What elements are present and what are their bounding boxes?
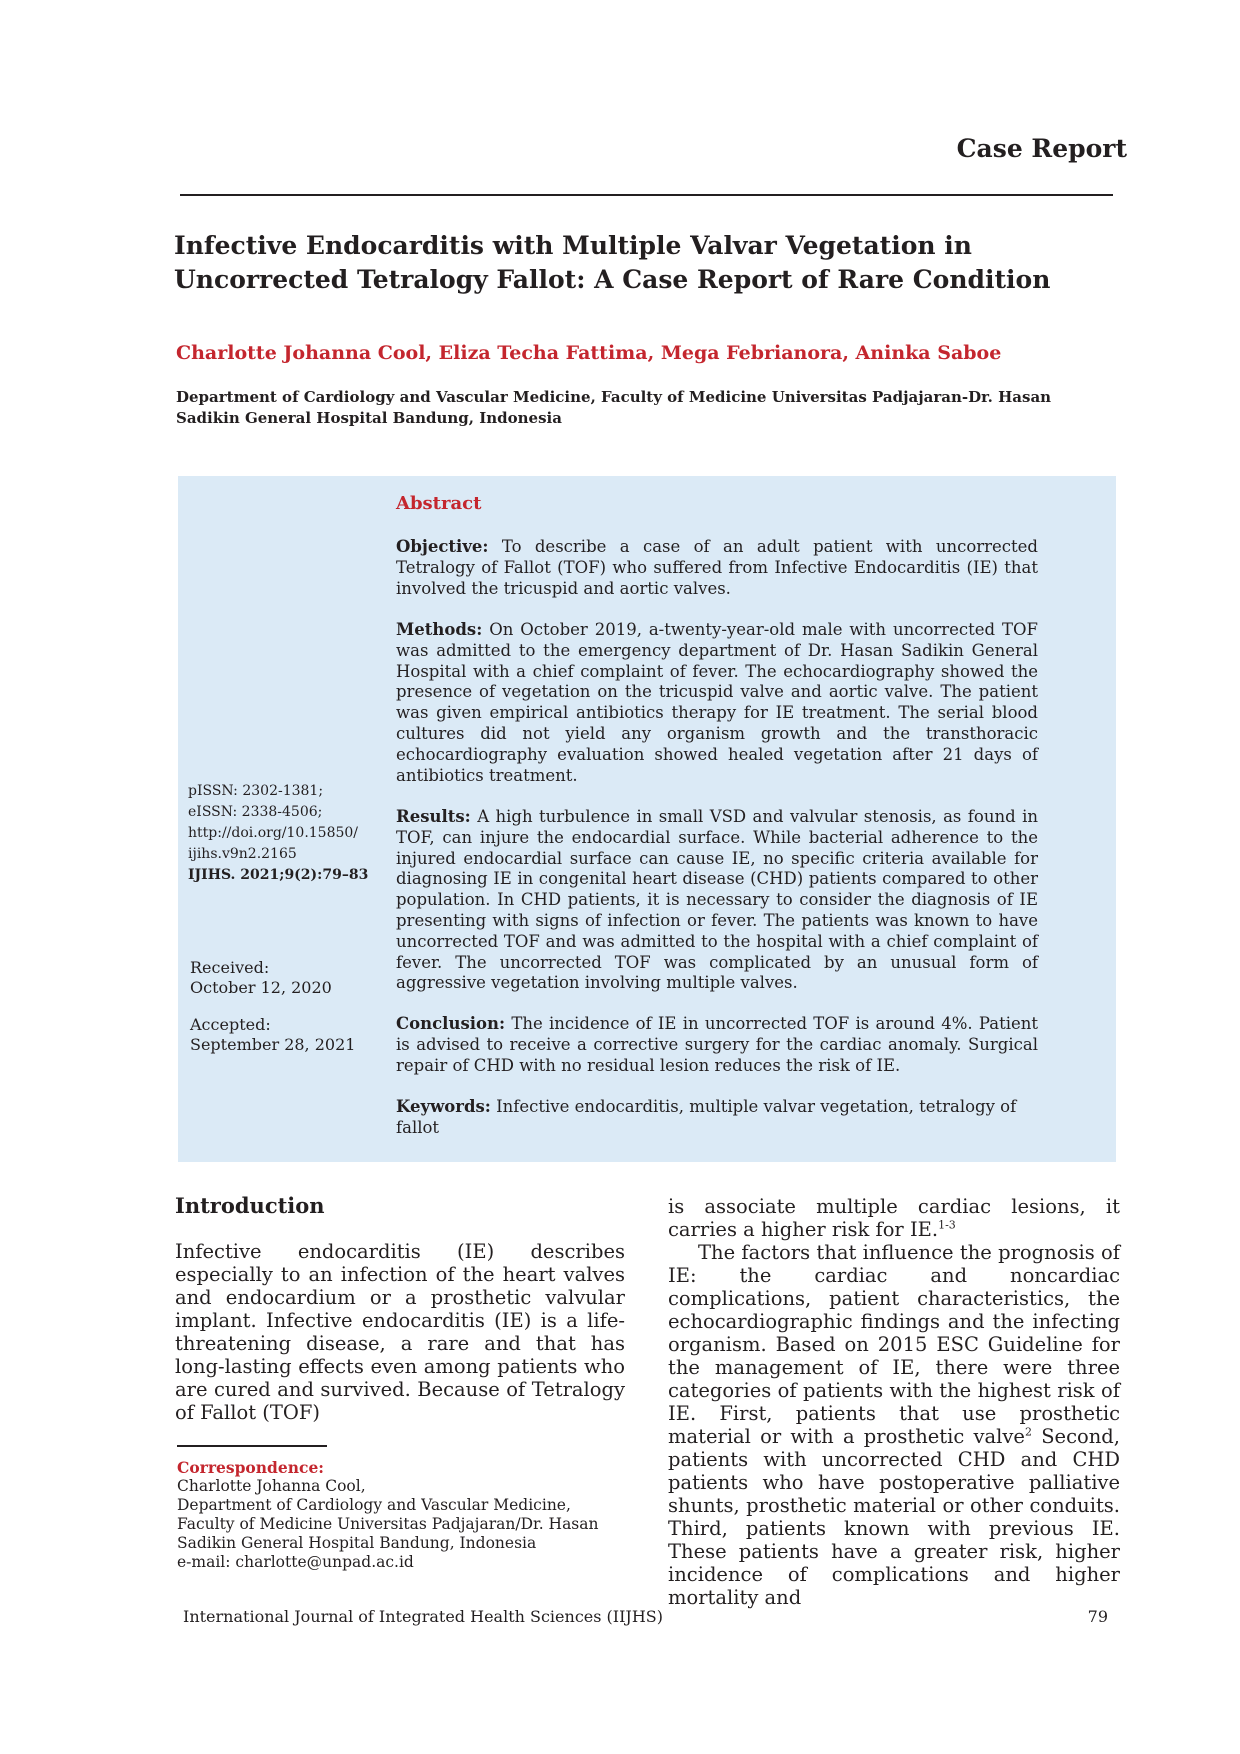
correspondence-divider: [177, 1445, 327, 1447]
objective-text: To describe a case of an adult patient with uncorrected Tetralogy of Fallot (TOF) who suffered from Infective Endocarditis (IE) that involved the tricuspid and aortic valves.: [396, 537, 1038, 598]
methods-text: On October 2019, a-twenty-year-old male with uncorrected TOF was admitted to the emergency department of Dr. Hasan Sadikin General Hospital with a chief complaint of fever. The echocardiography showed the presence of vegetation on the tricuspid valve and aortic valve. The patient was given empirical antibiotics therapy for IE treatment. The serial blood cultures did not yield any organism growth and the transthoracic echocardiography evaluation showed healed vegetation after 21 days of antibiotics treatment.: [396, 620, 1038, 785]
abstract-heading: Abstract: [396, 493, 482, 514]
received-label: Received:: [190, 958, 270, 977]
author-list: Charlotte Johanna Cool, Eliza Techa Fattima, Mega Febrianora, Aninka Saboe: [176, 342, 1002, 364]
journal-citation: IJIHS. 2021;9(2):79–83: [188, 867, 369, 883]
introduction-text-left: Infective endocarditis (IE) describes especially to an infection of the heart valves and endocardium or a prosthetic valvular implant. Infective endocarditis (IE) is a life-threatening disease, a rare and that has long-lasting effects even among patients who are cured and survived. Because of Tetralogy of Fallot (TOF): [175, 1240, 625, 1424]
correspondence-address-line: Department of Cardiology and Vascular Medicine,: [177, 1496, 571, 1514]
objective-label: Objective:: [396, 537, 489, 556]
article-title: Infective Endocarditis with Multiple Valvar Vegetation in Uncorrected Tetralogy Fallot: A Case Report of Rare Condition: [174, 231, 1051, 294]
paragraph-text: Second, patients with uncorrected CHD and CHD patients who have postoperative palliative shunts, prosthetic material or other conduits. Third, patients known with previous IE. These patients have a greater risk, higher incidence of complications and higher mortality and: [668, 1425, 1120, 1609]
correspondence-address-line: Faculty of Medicine Universitas Padjajaran/Dr. Hasan: [177, 1515, 599, 1533]
accepted-info: [190, 1015, 355, 1054]
paragraph-continued: [668, 1195, 1120, 1241]
paragraph-prognosis: [668, 1241, 1120, 1609]
doi-link[interactable]: http://doi.org/10.15850/: [188, 825, 359, 841]
pissn: pISSN: 2302-1381;: [188, 783, 324, 799]
page-number: 79: [1087, 1607, 1108, 1626]
paragraph-text: is associate multiple cardiac lesions, it carries a higher risk for IE.: [668, 1195, 1120, 1241]
publication-metadata: [188, 781, 373, 886]
author-affiliation: Department of Cardiology and Vascular Medicine, Faculty of Medicine Universitas Padjajaran-Dr. Hasan Sadikin General Hospital Bandung, Indonesia: [176, 388, 1052, 427]
correspondence-block: [177, 1458, 637, 1572]
abstract-results: [396, 807, 1038, 994]
methods-label: Methods:: [396, 620, 483, 639]
keywords-label: Keywords:: [396, 1097, 491, 1116]
paragraph-text: The factors that influence the prognosis of IE: the cardiac and noncardiac complications, patient characteristics, the echocardiographic findings and the infecting organism. Based on 2015 ESC Guideline for the management of IE, there were three categories of patients with the highest risk of IE. First, patients that use prosthetic material or with a prosthetic valve: [668, 1241, 1120, 1448]
conclusion-text: The incidence of IE in uncorrected TOF is around 4%. Patient is advised to receive a corrective surgery for the cardiac anomaly. Surgical repair of CHD with no residual lesion reduces the risk of IE.: [396, 1014, 1038, 1075]
received-info: [190, 958, 332, 997]
reference-marker: 2: [1024, 1425, 1032, 1439]
header-divider: [180, 194, 1113, 196]
doi-link-continued[interactable]: ijihs.v9n2.2165: [188, 846, 297, 862]
reference-marker: 1-3: [938, 1218, 956, 1232]
article-type-label: Case Report: [956, 134, 1127, 163]
abstract-keywords: [396, 1097, 1038, 1139]
abstract-conclusion: [396, 1014, 1038, 1076]
accepted-label: Accepted:: [190, 1015, 271, 1034]
received-date: October 12, 2020: [190, 977, 332, 997]
footer-journal-name: International Journal of Integrated Health Sciences (IIJHS): [183, 1607, 663, 1626]
keywords-text: Infective endocarditis, multiple valvar vegetation, tetralogy of fallot: [396, 1097, 1017, 1137]
results-text: A high turbulence in small VSD and valvular stenosis, as found in TOF, can injure the endocardial surface. While bacterial adherence to the injured endocardial surface can cause IE, no specific criteria available for diagnosing IE in congenital heart disease (CHD) patients compared to other population. In CHD patients, it is necessary to consider the diagnosis of IE presenting with signs of infection or fever. The patients was known to have uncorrected TOF and was admitted to the hospital with a chief complaint of fever. The uncorrected TOF was complicated by an unusual form of aggressive vegetation involving multiple valves.: [396, 807, 1038, 993]
conclusion-label: Conclusion:: [396, 1014, 506, 1033]
eissn: eISSN: 2338-4506;: [188, 804, 323, 820]
correspondence-address-line: Sadikin General Hospital Bandung, Indonesia: [177, 1534, 537, 1552]
abstract-objective: [396, 537, 1038, 599]
correspondence-heading: Correspondence:: [177, 1458, 325, 1477]
abstract-methods: [396, 620, 1038, 786]
introduction-heading: Introduction: [175, 1193, 325, 1218]
introduction-text-right: [668, 1195, 1120, 1609]
results-label: Results:: [396, 807, 471, 826]
accepted-date: September 28, 2021: [190, 1034, 356, 1054]
correspondence-name: Charlotte Johanna Cool,: [177, 1477, 366, 1495]
correspondence-email[interactable]: e-mail: charlotte@unpad.ac.id: [177, 1553, 414, 1571]
